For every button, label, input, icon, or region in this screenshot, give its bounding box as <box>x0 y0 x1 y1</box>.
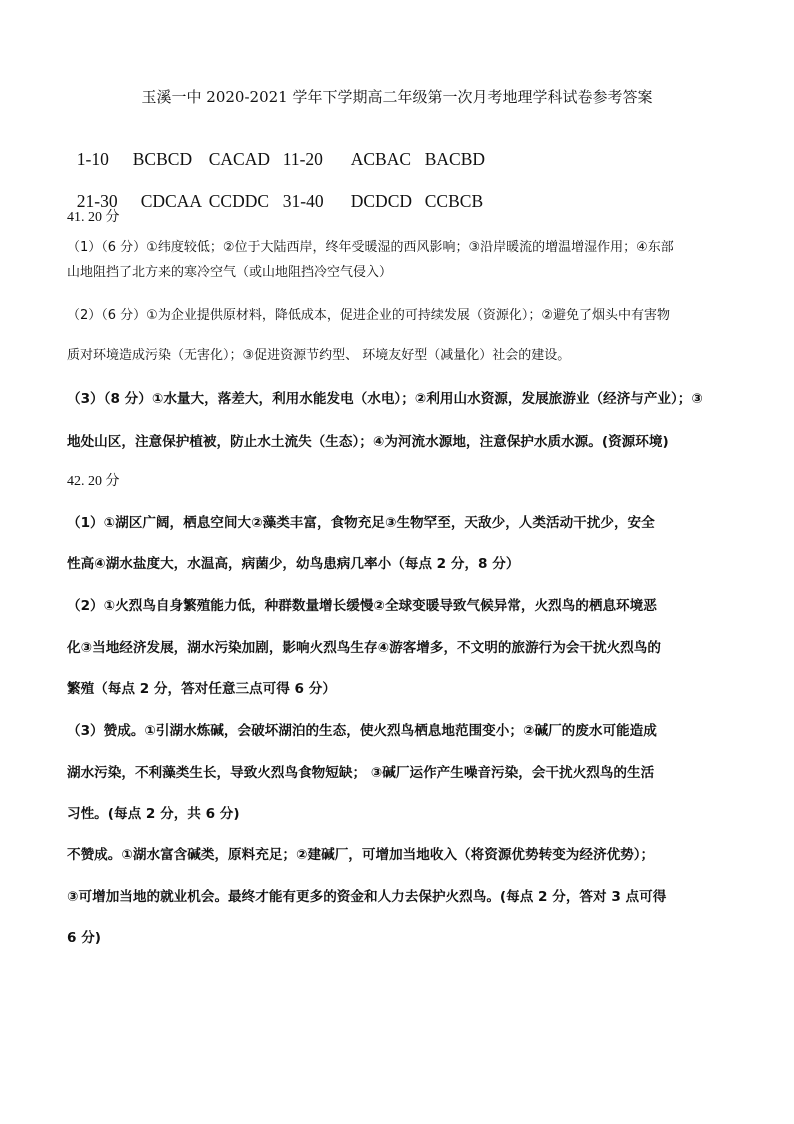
answer-line: 化③当地经济发展，湖水污染加剧，影响火烈鸟生存④游客增多，不文明的旅游行为会干扰火烈鸟的 <box>67 639 661 656</box>
answer-line: （3）（8 分）①水量大，落差大，利用水能发电（水电）；②利用山水资源，发展旅游业（经济与产业）；③ <box>67 391 703 407</box>
mc-range: 11-20 <box>282 149 323 169</box>
mc-answer-group: CCDDC <box>208 191 270 211</box>
q41-answer-3 <box>67 378 737 464</box>
answer-line: （3）赞成。①引湖水炼碱，会破坏湖泊的生态，使火烈鸟栖息地范围变小；②碱厂的废水可能造成 <box>67 723 657 739</box>
answer-line: 地处山区，注意保护植被，防止水土流失（生态）；④为河流水源地，注意保护水质水源。(资源环境) <box>67 434 669 450</box>
answer-line: 湖水污染，不利藻类生长，导致火烈鸟食物短缺； ③碱厂运作产生噪音污染，会干扰火烈鸟的生活 <box>67 764 655 781</box>
answer-line: （1）（6 分）①纬度较低；②位于大陆西岸，终年受暖湿的西风影响；③沿岸暖流的增温增湿作用；④东部 <box>67 240 674 255</box>
answer-line: ③可增加当地的就业机会。最终才能有更多的资金和人力去保护火烈鸟。(每点 2 分，答对 3 点可得 <box>67 888 667 905</box>
answer-line: 6 分) <box>67 930 101 946</box>
mc-answer-group: CCBCB <box>424 191 484 211</box>
mc-range: 31-40 <box>282 191 324 211</box>
q42-answer-3 <box>67 711 737 836</box>
answer-line: （2）①火烈鸟自身繁殖能力低，种群数量增长缓慢②全球变暖导致气候异常，火烈鸟的栖息环境恶 <box>67 598 657 614</box>
answer-line: 山地阻挡了北方来的寒冷空气（或山地阻挡冷空气侵入） <box>67 265 393 280</box>
q42-answer-4 <box>67 835 737 960</box>
q42-answer-1 <box>67 503 737 585</box>
mc-answer-group: BACBD <box>424 149 486 169</box>
answer-line: 性高④湖水盐度大，水温高，病菌少，幼鸟患病几率小（每点 2 分，8 分） <box>67 556 520 572</box>
mc-range: 1-10 <box>76 149 109 169</box>
answer-line: （2）（6 分）①为企业提供原材料，降低成本，促进企业的可持续发展（资源化）；②避免了烟头中有害物 <box>67 308 670 323</box>
answer-line: 不赞成。①湖水富含碱类，原料充足；②建碱厂，可增加当地收入（将资源优势转变为经济优势）； <box>67 847 655 863</box>
mc-range: 21-30 <box>76 191 118 211</box>
q42-answer-2 <box>67 586 737 711</box>
q41-answer-2 <box>67 296 737 376</box>
mc-answer-group: DCDCD <box>350 191 413 211</box>
page-title: 玉溪一中 2020-2021 学年下学期高二年级第一次月考地理学科试卷参考答案 <box>141 88 653 106</box>
mc-answer-group: ACBAC <box>350 149 412 169</box>
answer-line: 繁殖（每点 2 分，答对任意三点可得 6 分） <box>67 681 336 697</box>
mc-answer-group: CDCAA <box>140 191 203 211</box>
answer-line: 质对环境造成污染（无害化）；③促进资源节约型、 环境友好型（减量化）社会的建设。 <box>67 348 571 363</box>
mc-answer-row-2 <box>68 170 483 212</box>
mc-answer-row-1 <box>68 128 485 170</box>
mc-answer-group: BCBCD <box>132 149 193 169</box>
q41-answer-1 <box>67 235 737 285</box>
question-41-heading: 41. 20 分 <box>67 210 120 225</box>
mc-answer-group: CACAD <box>208 149 271 169</box>
question-42-heading: 42. 20 分 <box>67 474 120 489</box>
answer-line: （1）①湖区广阔，栖息空间大②藻类丰富，食物充足③生物罕至，天敌少，人类活动干扰少，安全 <box>67 515 655 531</box>
answer-line: 习性。(每点 2 分，共 6 分) <box>67 806 240 822</box>
